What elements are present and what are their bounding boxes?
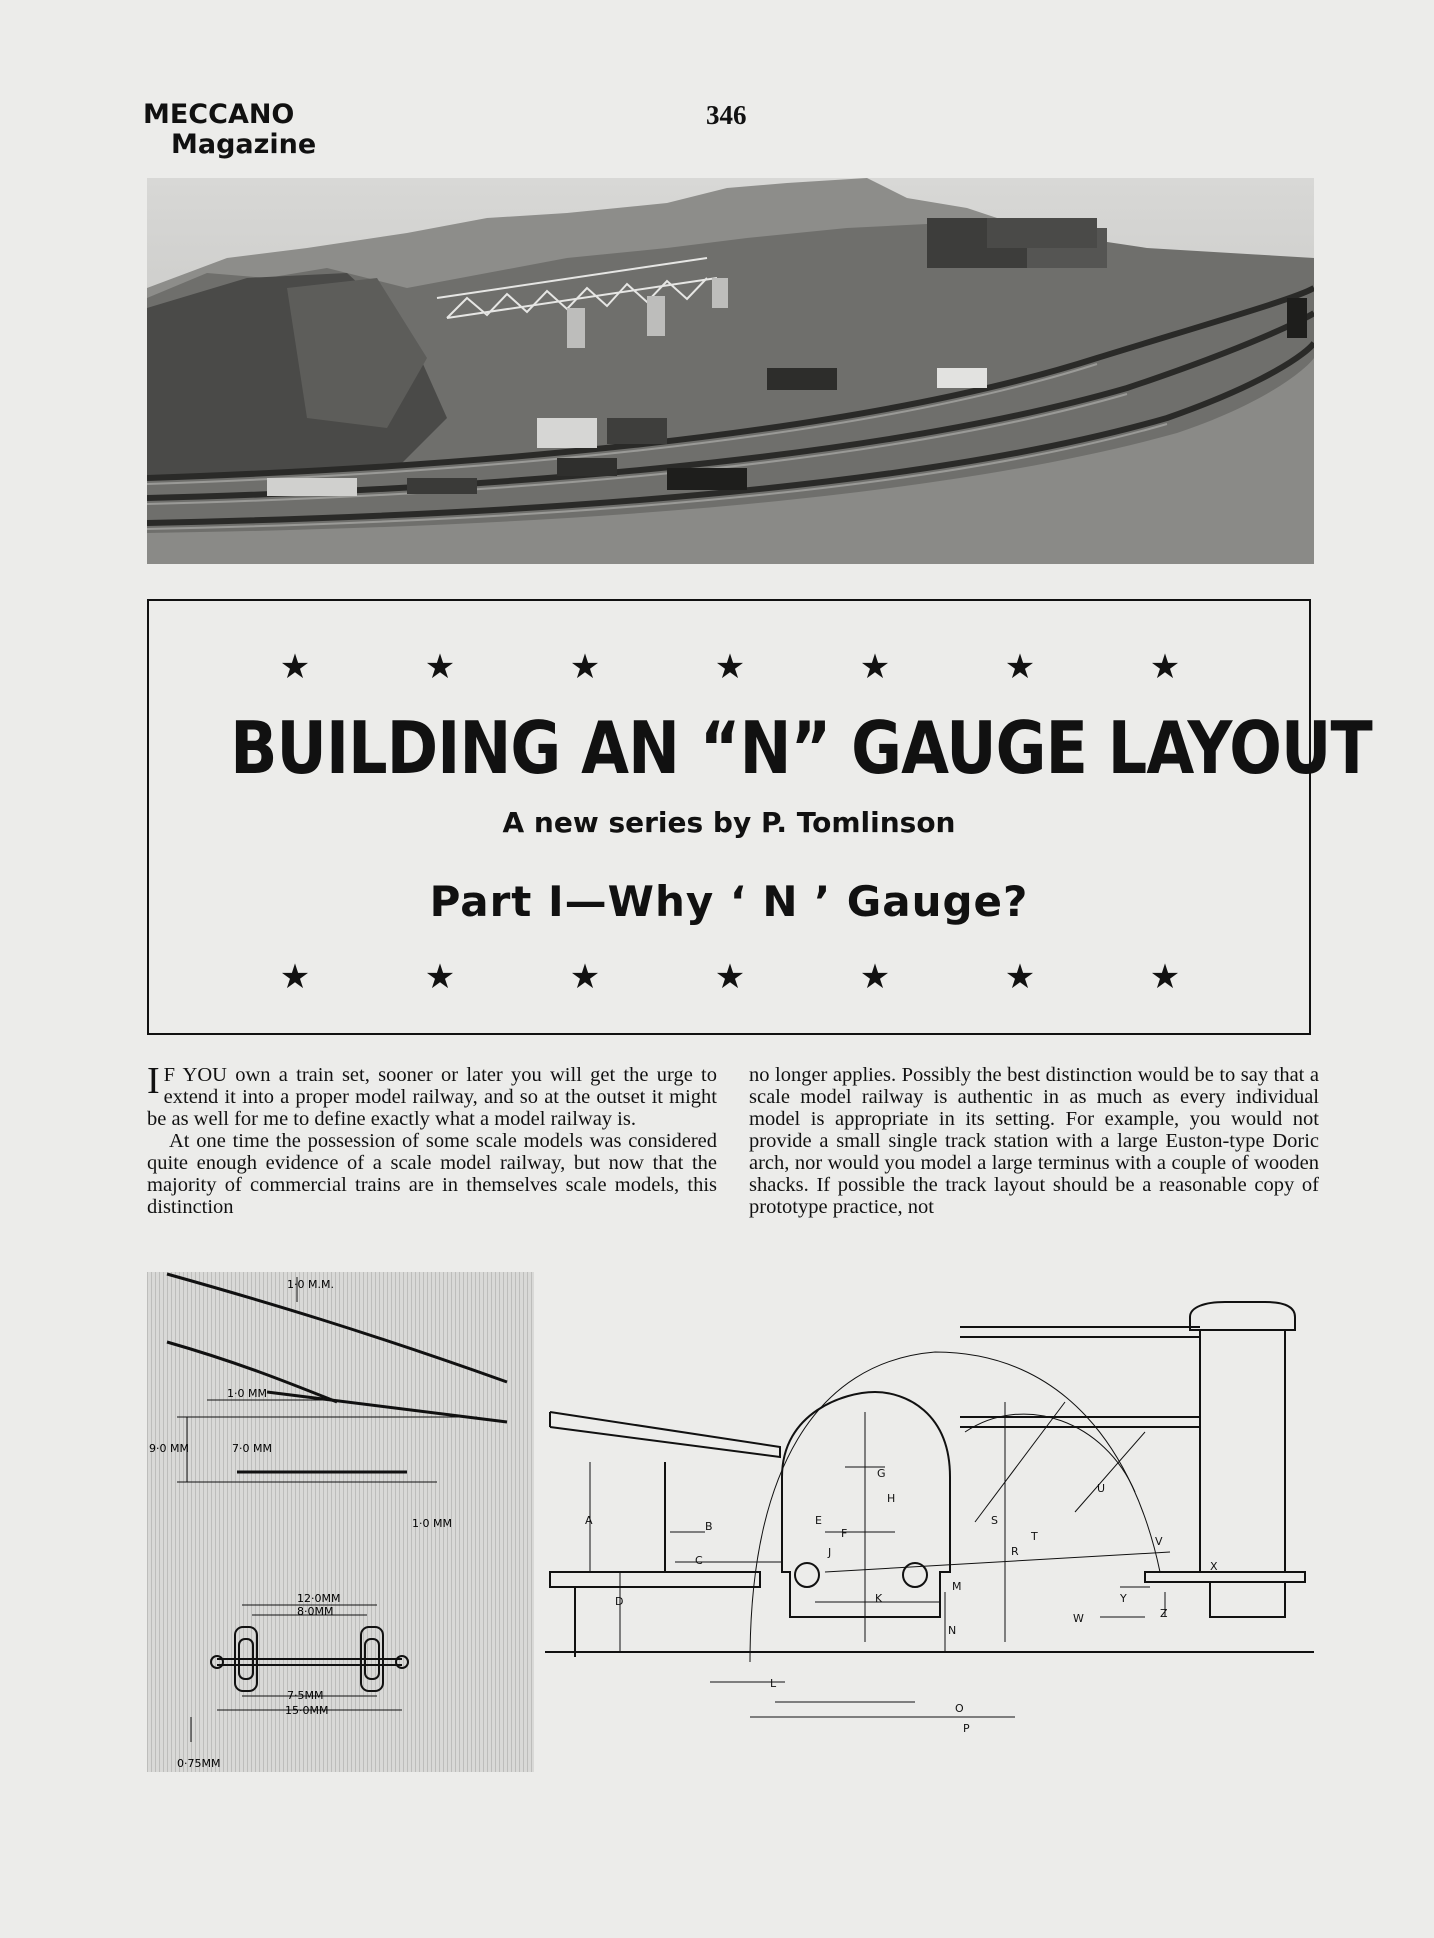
masthead — [143, 100, 316, 160]
paragraph — [147, 1060, 717, 1130]
dim-label: U — [1097, 1482, 1106, 1495]
paragraph: no longer applies. Possibly the best distinction would be to say that a scale model railway is authentic in as much as every individual model is appropriate in its setting. For example, you would not provide a small single track station with a large Euston-type Doric arch, nor would you model a large terminus with a couple of wooden shacks. If possible the track layout should be a reasonable copy of prototype practice, not — [749, 1064, 1319, 1218]
star-icon: ★ — [424, 649, 456, 686]
article-title: BUILDING AN “N” GAUGE LAYOUT — [230, 706, 1372, 790]
dim-label: A — [585, 1514, 593, 1527]
dim-label: H — [887, 1492, 896, 1505]
dim-label: 1·0 MM — [412, 1517, 452, 1530]
star-icon: ★ — [1149, 959, 1181, 996]
dim-label: N — [948, 1624, 957, 1637]
star-icon: ★ — [279, 959, 311, 996]
dim-label: W — [1073, 1612, 1084, 1625]
dim-label: 1·0 M.M. — [287, 1278, 334, 1291]
dim-label: O — [955, 1702, 964, 1715]
dim-label: E — [815, 1514, 822, 1527]
article-byline: A new series by P. Tomlinson — [502, 806, 956, 839]
star-icon: ★ — [859, 959, 891, 996]
dim-label: X — [1210, 1560, 1218, 1573]
dim-label: 15·0MM — [285, 1704, 329, 1717]
dim-label: 8·0MM — [297, 1605, 334, 1618]
star-icon: ★ — [569, 649, 601, 686]
dim-label: Z — [1160, 1607, 1168, 1620]
masthead-title: MECCANO — [143, 99, 295, 130]
text-column-2 — [749, 1064, 1319, 1218]
title-box — [147, 599, 1372, 1035]
dim-label: S — [991, 1514, 998, 1527]
dim-label: 7·5MM — [287, 1689, 324, 1702]
star-icon: ★ — [424, 959, 456, 996]
dim-label: T — [1031, 1530, 1038, 1543]
dim-label: R — [1011, 1545, 1019, 1558]
dim-label: 12·0MM — [297, 1592, 341, 1605]
star-row-bottom — [149, 957, 1309, 997]
dim-label: F — [841, 1527, 848, 1540]
dim-label: 9·0 MM — [149, 1442, 189, 1455]
dim-label: 0·75MM — [177, 1757, 221, 1770]
text-column-1 — [147, 1060, 717, 1218]
dim-label: G — [877, 1467, 886, 1480]
star-icon: ★ — [859, 649, 891, 686]
dim-label: 7·0 MM — [232, 1442, 272, 1455]
star-row-top — [149, 647, 1309, 687]
star-icon: ★ — [1004, 649, 1036, 686]
dim-label: V — [1155, 1535, 1163, 1548]
dim-label: C — [695, 1554, 703, 1567]
track-wheel-diagram — [147, 1272, 534, 1772]
dim-label: L — [770, 1677, 777, 1690]
dim-label: 1·0 MM — [227, 1387, 267, 1400]
drop-cap: I — [147, 1060, 160, 1102]
star-icon: ★ — [1149, 649, 1181, 686]
paragraph-text: F YOU own a train set, sooner or later you will get the urge to extend it into a proper model railway, and so at the outset it might be as well for me to define exactly what a model railway is. — [147, 1064, 717, 1130]
clearance-diagram — [545, 1272, 1314, 1772]
star-icon: ★ — [714, 649, 746, 686]
article-part-heading: Part I—Why ‘ N ’ Gauge? — [429, 877, 1029, 926]
layout-photograph — [147, 178, 1314, 564]
star-icon: ★ — [569, 959, 601, 996]
masthead-subtitle: Magazine — [171, 129, 317, 160]
star-icon: ★ — [714, 959, 746, 996]
paragraph: At one time the possession of some scale models was considered quite enough evidence of a scale model railway, but now that the majority of commercial trains are in themselves scale models, this distinction — [147, 1130, 717, 1218]
dim-label: K — [875, 1592, 883, 1605]
dim-label: M — [952, 1580, 962, 1593]
dim-label: Y — [1120, 1592, 1127, 1605]
page-number: 346 — [706, 100, 747, 130]
star-icon: ★ — [279, 649, 311, 686]
dim-label: P — [963, 1722, 970, 1735]
dim-label: J — [828, 1546, 832, 1559]
dim-label: B — [705, 1520, 713, 1533]
dim-label: D — [615, 1595, 624, 1608]
star-icon: ★ — [1004, 959, 1036, 996]
